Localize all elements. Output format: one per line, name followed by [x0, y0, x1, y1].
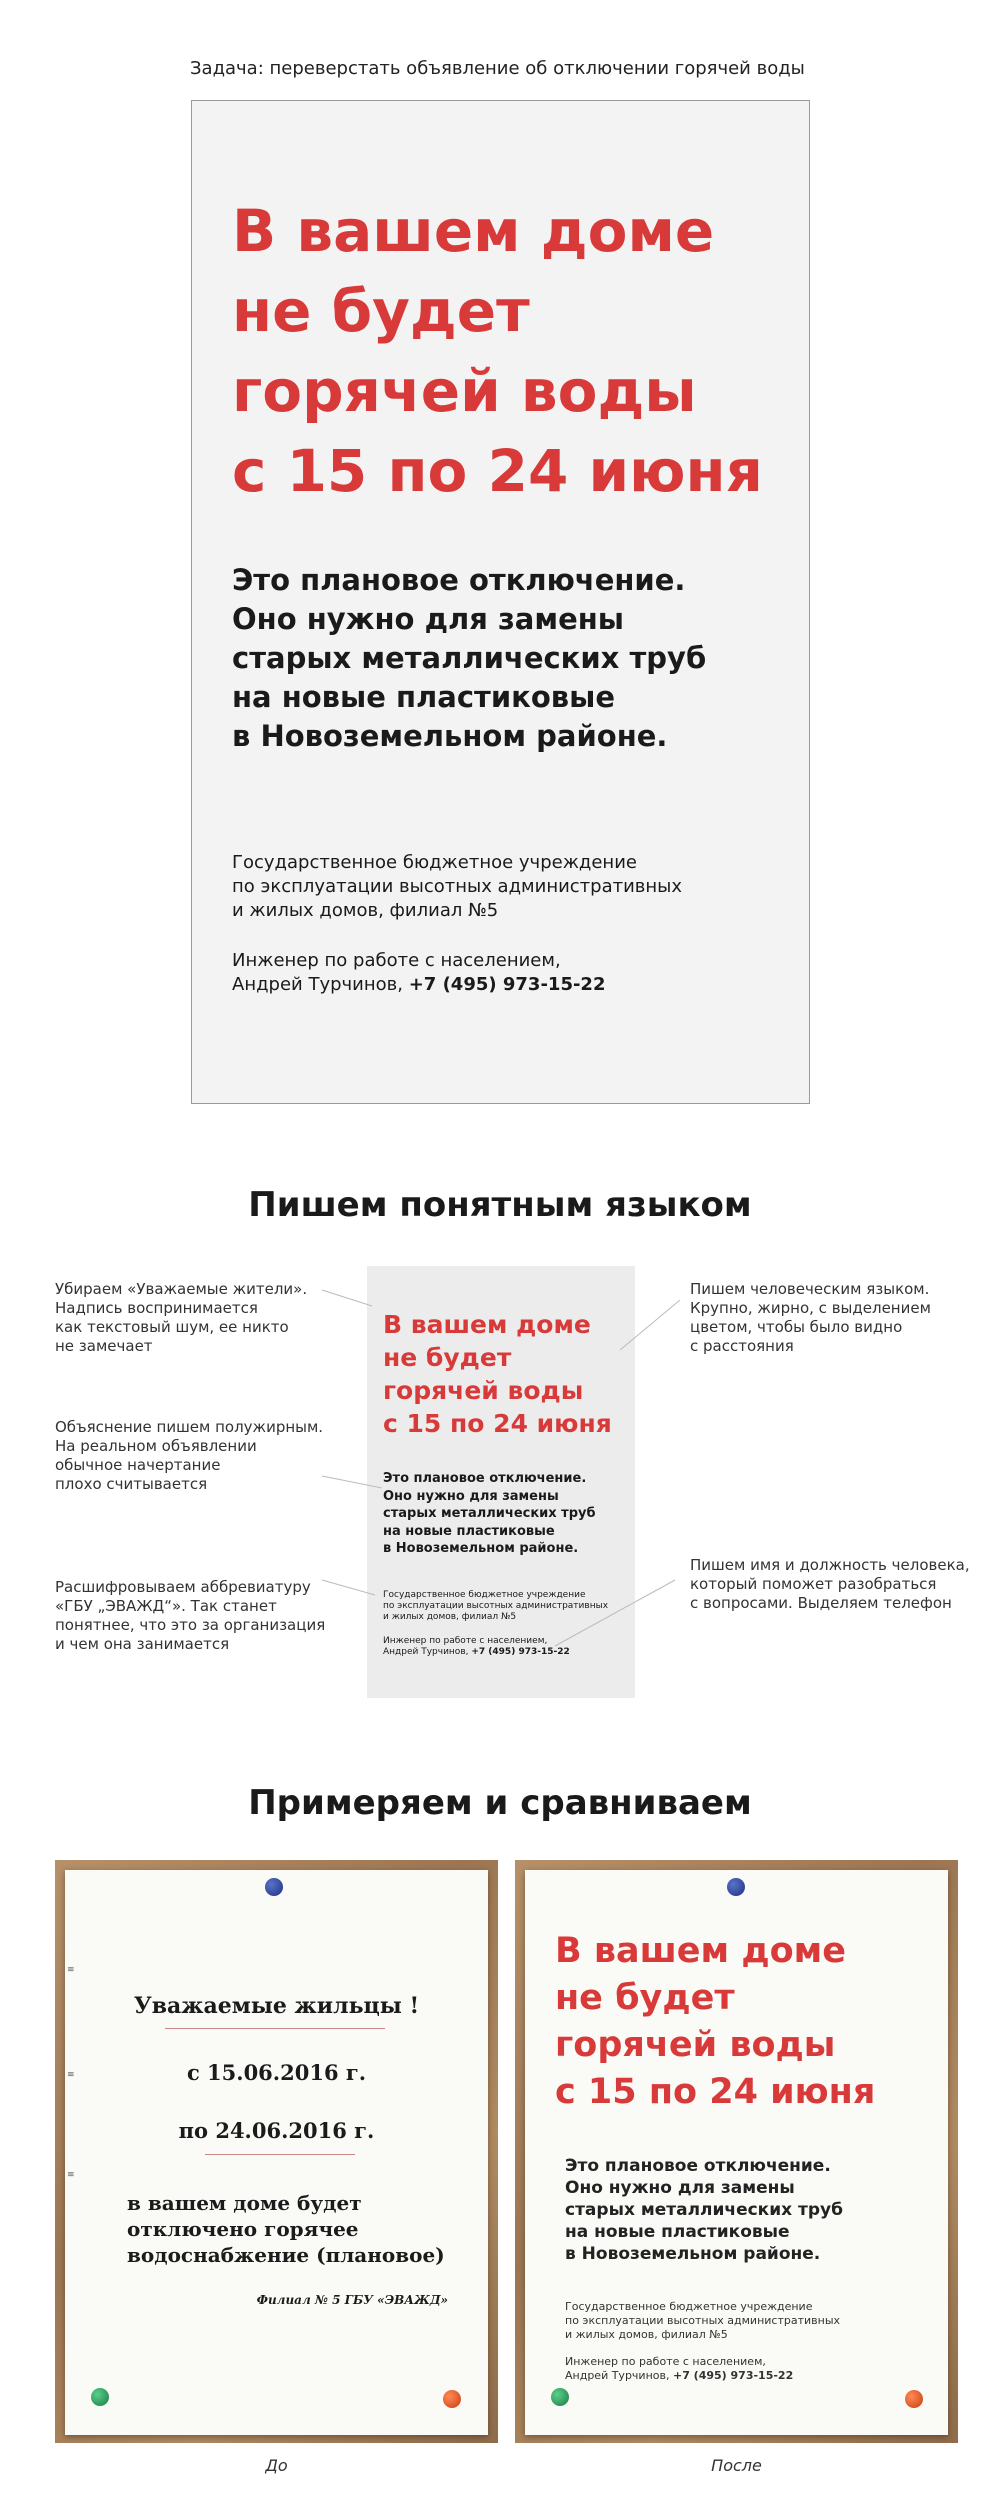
contact-phone: +7 (495) 973-15-22 — [672, 2369, 794, 2382]
old-signature: Филиал № 5 ГБУ «ЭВАЖД» — [256, 2293, 448, 2307]
note-line: плохо считывается — [55, 1475, 208, 1493]
headline-line: горячей воды — [232, 357, 697, 425]
photo-after — [515, 1860, 958, 2443]
photo-before — [55, 1860, 498, 2443]
contact-name: Андрей Турчинов, — [232, 974, 403, 995]
pushpin-icon — [91, 2388, 109, 2406]
section-title-compare: Примеряем и сравниваем — [248, 1783, 752, 1823]
body-line: в Новоземельном районе. — [232, 719, 668, 753]
headline-line: не будет — [555, 1978, 735, 2018]
note-line: не замечает — [55, 1337, 153, 1355]
pushpin-icon — [443, 2390, 461, 2408]
message-line: отключено горячее — [127, 2217, 359, 2241]
headline-line: горячей воды — [555, 2025, 836, 2065]
body-line: Оно нужно для замены — [232, 602, 624, 636]
body-line: на новые пластиковые — [383, 1523, 555, 1539]
pushpin-icon — [265, 1878, 283, 1896]
note-line: понятнее, что это за организация — [55, 1616, 326, 1634]
contact-phone: +7 (495) 973-15-22 — [471, 1647, 570, 1657]
org-line: по эксплуатации высотных административных — [565, 2314, 841, 2327]
note-line: обычное начертание — [55, 1456, 221, 1474]
photo-organization — [565, 2300, 840, 2342]
note-abbreviation — [55, 1578, 325, 1654]
headline-line: с 15 по 24 июня — [555, 2072, 876, 2112]
pushpin-icon — [905, 2390, 923, 2408]
contact-role: Инженер по работе с населением, — [565, 2355, 766, 2368]
body-line: Это плановое отключение. — [565, 2156, 831, 2176]
org-line: Государственное бюджетное учреждение — [383, 1590, 586, 1600]
headline-line: не будет — [383, 1343, 512, 1372]
headline-line: В вашем доме — [232, 197, 715, 265]
note-line: На реальном объявлении — [55, 1437, 257, 1455]
pushpin-icon — [551, 2388, 569, 2406]
note-line: с вопросами. Выделяем телефон — [690, 1594, 952, 1612]
org-line: и жилых домов, филиал №5 — [383, 1612, 517, 1622]
note-line: Пишем человеческим языком. — [690, 1280, 930, 1298]
red-underline — [205, 2154, 355, 2155]
org-line: по эксплуатации высотных административных — [383, 1601, 609, 1611]
note-line: как текстовый шум, ее никто — [55, 1318, 289, 1336]
faded-print: ≡ — [67, 2070, 75, 2080]
body-line: в Новоземельном районе. — [383, 1541, 579, 1556]
headline-line: горячей воды — [383, 1376, 584, 1405]
note-line: Убираем «Уважаемые жители». — [55, 1280, 308, 1298]
caption-after: После — [711, 2456, 762, 2475]
photo-headline — [555, 1928, 875, 2116]
old-date-from: с 15.06.2016 г. — [186, 2060, 367, 2085]
leader-line — [322, 1290, 372, 1306]
note-greeting — [55, 1280, 307, 1356]
org-line: Государственное бюджетное учреждение — [565, 2300, 813, 2313]
headline-line: с 15 по 24 июня — [383, 1409, 612, 1438]
headline-line: В вашем доме — [555, 1931, 846, 1971]
caption-before: До — [265, 2456, 288, 2475]
leader-line — [555, 1580, 675, 1646]
note-line: цветом, чтобы было видно — [690, 1318, 903, 1336]
old-notice-sheet — [65, 1870, 488, 2435]
note-line: с расстояния — [690, 1337, 794, 1355]
contact-role: Инженер по работе с населением, — [383, 1636, 548, 1646]
org-line: Государственное бюджетное учреждение — [232, 852, 637, 873]
red-underline — [165, 2028, 385, 2029]
org-line: по эксплуатации высотных административных — [232, 876, 683, 897]
contact-line — [565, 2369, 793, 2383]
photo-body — [565, 2155, 843, 2265]
note-line: который поможет разобраться — [690, 1575, 937, 1593]
headline-line: с 15 по 24 июня — [232, 437, 763, 505]
faded-print: ≡ — [67, 2170, 75, 2180]
note-line: Пишем имя и должность человека, — [690, 1556, 970, 1574]
section-title-language: Пишем понятным языком — [248, 1185, 752, 1225]
org-line: и жилых домов, филиал №5 — [232, 900, 499, 921]
note-contact — [690, 1556, 970, 1613]
note-line: и чем она занимается — [55, 1635, 230, 1653]
leader-line — [620, 1300, 680, 1350]
note-line: Надпись воспринимается — [55, 1299, 258, 1317]
body-line: на новые пластиковые — [232, 680, 616, 714]
contact-name: Андрей Турчинов, — [383, 1647, 469, 1657]
body-line: Это плановое отключение. — [383, 1471, 587, 1486]
contact-role: Инженер по работе с населением, — [232, 950, 561, 971]
old-message — [127, 2190, 445, 2268]
note-line: «ГБУ „ЭВАЖД“». Так станет — [55, 1597, 277, 1615]
message-line: в вашем доме будет — [127, 2191, 362, 2215]
leader-line — [322, 1580, 375, 1595]
body-line: старых металлических труб — [232, 641, 707, 675]
faded-print: ≡ — [67, 1965, 75, 1975]
body-line: Оно нужно для замены — [383, 1488, 559, 1504]
body-line: в Новоземельном районе. — [565, 2244, 821, 2264]
task-description: Задача: переверстать объявление об отключении горячей воды — [190, 58, 805, 79]
contact-name: Андрей Турчинов, — [565, 2369, 670, 2382]
body-line: Это плановое отключение. — [232, 563, 686, 597]
note-human-language — [690, 1280, 931, 1356]
headline-line: В вашем доме — [383, 1310, 591, 1339]
pushpin-icon — [727, 1878, 745, 1896]
note-bold — [55, 1418, 323, 1494]
old-greeting: Уважаемые жильцы ! — [133, 1993, 420, 2019]
body-line: Оно нужно для замены — [565, 2178, 795, 2198]
message-line: водоснабжение (плановое) — [127, 2243, 445, 2267]
new-notice-sheet — [525, 1870, 948, 2435]
old-date-to: по 24.06.2016 г. — [178, 2118, 375, 2143]
org-line: и жилых домов, филиал №5 — [565, 2328, 728, 2341]
body-line: старых металлических труб — [565, 2200, 843, 2220]
photo-contact — [565, 2355, 793, 2383]
contact-phone: +7 (495) 973-15-22 — [408, 974, 606, 995]
body-line: на новые пластиковые — [565, 2222, 790, 2242]
note-line: Объяснение пишем полужирным. — [55, 1418, 324, 1436]
note-line: Крупно, жирно, с выделением — [690, 1299, 931, 1317]
note-line: Расшифровываем аббревиатуру — [55, 1578, 311, 1596]
body-line: старых металлических труб — [383, 1506, 596, 1521]
headline-line: не будет — [232, 277, 530, 345]
leader-line — [322, 1476, 382, 1488]
